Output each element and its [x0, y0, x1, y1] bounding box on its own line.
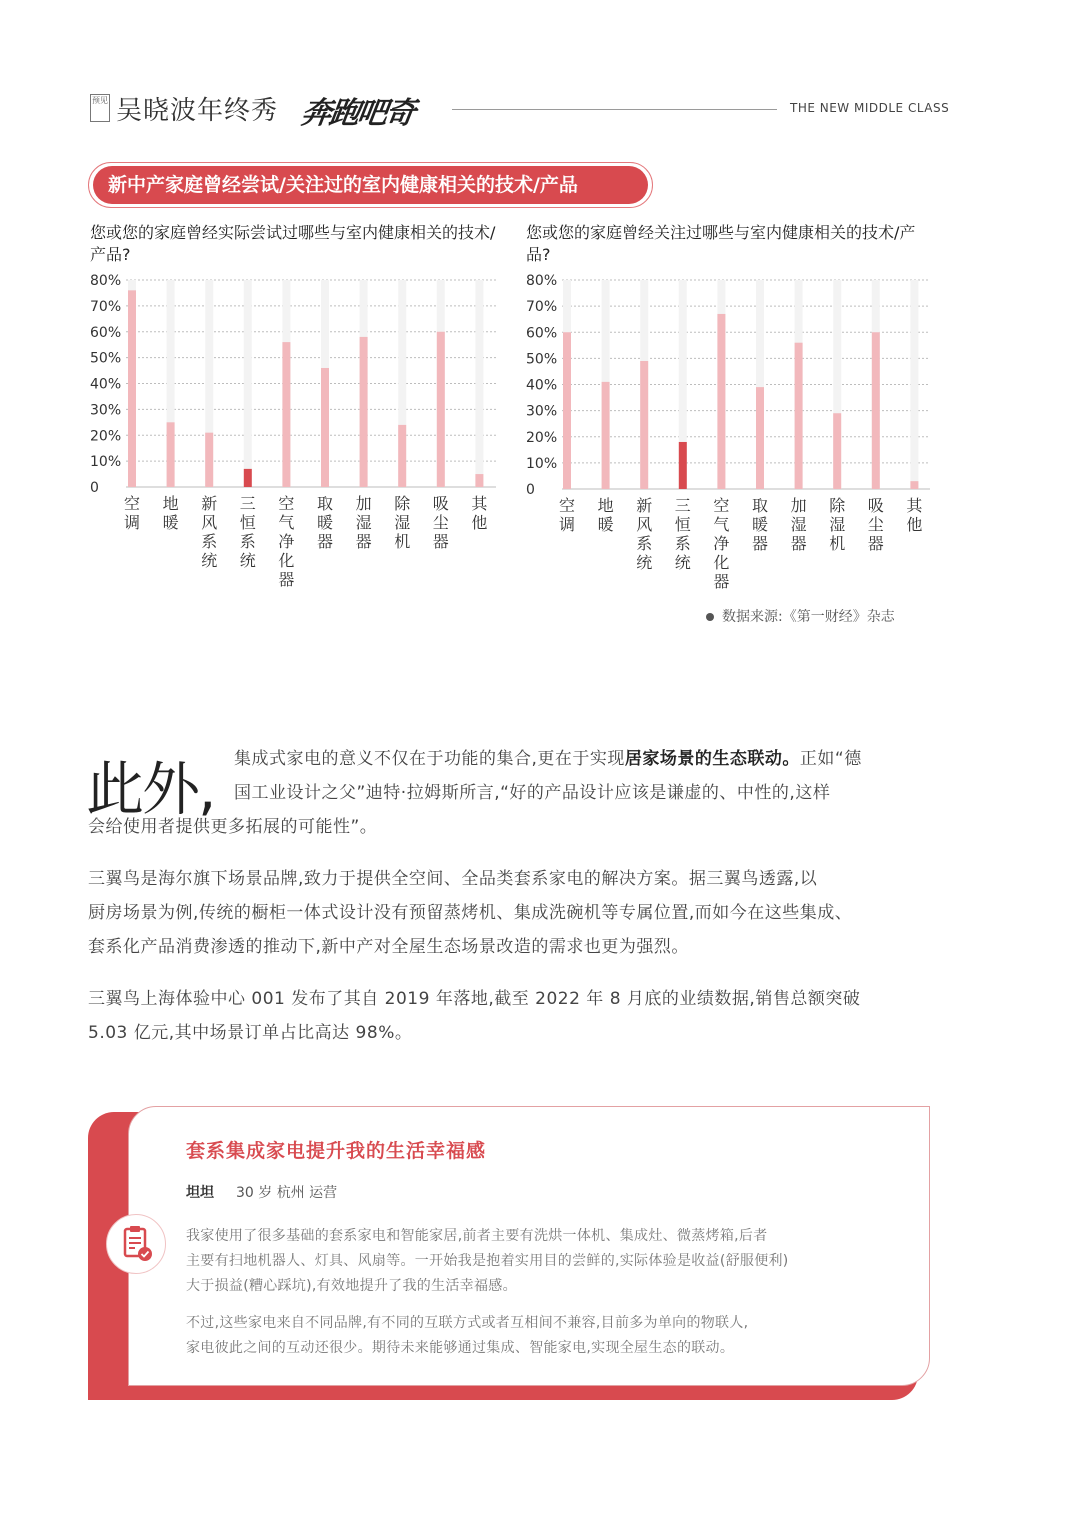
- x-tick-label: 器: [713, 572, 730, 591]
- x-tick-label: 空: [123, 494, 141, 513]
- y-tick-label: 40%: [90, 376, 122, 393]
- x-tick-label: 三: [674, 496, 691, 515]
- x-tick-label: 尘: [432, 513, 449, 532]
- x-tick-label: 尘: [867, 515, 884, 534]
- brand-logo-icon: 预见: [90, 94, 110, 122]
- quote-p2-line-2: 家电彼此之间的互动还很少。期待未来能够通过集成、智能家电,实现全屋生态的联动。: [186, 1340, 735, 1356]
- bar-空气净化器: [282, 342, 290, 487]
- paragraph-2-line-2: 厨房场景为例,传统的橱柜一体式设计没有预留蒸烤机、集成洗碗机等专属位置,而如今在这些集成、: [88, 903, 853, 923]
- bullet-icon: [706, 613, 714, 621]
- bar-除湿机: [398, 425, 406, 487]
- paragraph-1-line-2: 国工业设计之父”迪特·拉姆斯所言,“好的产品设计应该是谦虚的、中性的,这样: [234, 783, 831, 803]
- x-tick-label: 系: [201, 532, 218, 551]
- chart-2-title: 您或您的家庭曾经关注过哪些与室内健康相关的技术/产品?: [526, 223, 916, 264]
- bar-三恒系统: [244, 469, 252, 487]
- y-tick-label: 60%: [90, 324, 122, 341]
- x-tick-label: 净: [278, 532, 295, 551]
- x-tick-label: 器: [790, 534, 807, 553]
- x-tick-label: 其: [471, 494, 488, 513]
- x-tick-label: 恒: [674, 515, 691, 534]
- x-tick-label: 统: [636, 553, 653, 572]
- x-tick-label: 机: [394, 532, 411, 551]
- paragraph-1-line-1: 集成式家电的意义不仅在于功能的集合,更在于实现居家场景的生态联动。正如“德: [234, 749, 862, 769]
- x-tick-label: 空: [558, 496, 576, 515]
- chart-1-title: 您或您的家庭曾经实际尝试过哪些与室内健康相关的技术/产品?: [90, 223, 496, 264]
- x-tick-label: 新: [201, 494, 218, 513]
- x-tick-label: 调: [558, 515, 576, 534]
- quote-p1-line-3: 大于损益(糟心踩坑),有效地提升了我的生活幸福感。: [186, 1278, 517, 1294]
- y-tick-label: 60%: [526, 325, 558, 342]
- bar-吸尘器: [437, 332, 445, 487]
- y-tick-label: 20%: [90, 428, 122, 445]
- bar-地暖: [602, 382, 610, 489]
- x-tick-label: 其: [906, 496, 923, 515]
- x-tick-label: 系: [674, 534, 691, 553]
- x-tick-label: 除: [829, 496, 846, 515]
- x-tick-label: 空: [278, 494, 295, 513]
- header-script-logo: 奔跑吧奇: [299, 96, 416, 131]
- x-tick-label: 气: [278, 513, 295, 532]
- x-tick-label: 新: [636, 496, 653, 515]
- y-tick-label: 0: [90, 480, 99, 496]
- x-tick-label: 地: [162, 494, 179, 513]
- bar-三恒系统: [679, 442, 687, 489]
- header-tagline: THE NEW MIDDLE CLASS: [790, 101, 950, 115]
- x-tick-label: 恒: [239, 513, 256, 532]
- x-tick-label: 统: [201, 551, 218, 570]
- y-tick-label: 10%: [526, 455, 558, 472]
- x-tick-label: 取: [751, 496, 769, 515]
- y-tick-label: 70%: [90, 298, 122, 315]
- bar-空气净化器: [717, 314, 725, 489]
- charts-area: [0, 260, 1080, 600]
- x-tick-label: 吸: [432, 494, 449, 513]
- y-tick-label: 10%: [90, 454, 122, 471]
- paragraph-1-line-3: 会给使用者提供更多拓展的可能性”。: [88, 817, 378, 837]
- x-tick-label: 他: [471, 513, 488, 532]
- bar-加湿器: [795, 343, 803, 489]
- x-tick-label: 净: [713, 534, 730, 553]
- paragraph-2-line-1: 三翼鸟是海尔旗下场景品牌,致力于提供全空间、全品类套系家电的解决方案。据三翼鸟透露,以: [88, 869, 818, 889]
- lead-word: 此外,: [86, 755, 215, 823]
- x-tick-label: 统: [239, 551, 256, 570]
- x-tick-label: 地: [597, 496, 614, 515]
- x-tick-label: 暖: [751, 515, 769, 534]
- y-tick-label: 80%: [526, 273, 558, 289]
- quote-p1-line-2: 主要有扫地机器人、灯具、风扇等。一开始我是抱着实用目的尝鲜的,实际体验是收益(舒服便利): [186, 1253, 789, 1269]
- x-tick-label: 湿: [829, 515, 846, 534]
- bar-track: [475, 280, 483, 487]
- bar-track: [244, 280, 252, 487]
- y-tick-label: 50%: [90, 350, 122, 367]
- x-tick-label: 湿: [394, 513, 411, 532]
- x-tick-label: 调: [123, 513, 141, 532]
- x-tick-label: 加: [790, 496, 807, 515]
- x-tick-label: 暖: [162, 513, 179, 532]
- section-banner: 新中产家庭曾经尝试/关注过的室内健康相关的技术/产品: [93, 166, 648, 204]
- bar-空调: [563, 332, 571, 489]
- x-tick-label: 暖: [597, 515, 614, 534]
- bar-吸尘器: [872, 332, 880, 489]
- bar-地暖: [167, 422, 175, 487]
- x-tick-label: 湿: [790, 515, 807, 534]
- x-tick-label: 器: [278, 570, 295, 589]
- header-rule: [452, 109, 777, 110]
- x-tick-label: 他: [906, 515, 923, 534]
- bar-其他: [910, 481, 918, 489]
- x-tick-label: 吸: [867, 496, 884, 515]
- y-tick-label: 40%: [526, 377, 558, 394]
- y-tick-label: 30%: [526, 403, 558, 420]
- x-tick-label: 三: [239, 494, 256, 513]
- clipboard-check-icon: [106, 1214, 166, 1274]
- chart-2: [526, 273, 930, 591]
- x-tick-label: 统: [674, 553, 691, 572]
- x-tick-label: 空: [713, 496, 730, 515]
- x-tick-label: 器: [432, 532, 449, 551]
- x-tick-label: 器: [355, 532, 372, 551]
- paragraph-3-line-2: 5.03 亿元,其中场景订单占比高达 98%。: [88, 1023, 413, 1043]
- bar-取暖器: [321, 368, 329, 487]
- y-tick-label: 50%: [526, 351, 558, 368]
- paragraph-2-line-3: 套系化产品消费渗透的推动下,新中产对全屋生态场景改造的需求也更为强烈。: [88, 937, 689, 957]
- bar-新风系统: [205, 433, 213, 487]
- x-tick-label: 器: [316, 532, 334, 551]
- chart-1: [90, 273, 496, 589]
- x-tick-label: 化: [713, 553, 730, 572]
- x-tick-label: 取: [316, 494, 334, 513]
- quote-p2-line-1: 不过,这些家电来自不同品牌,有不同的互联方式或者互相间不兼容,目前多为单向的物联人,: [186, 1315, 749, 1331]
- x-tick-label: 暖: [316, 513, 334, 532]
- header-title: 吴晓波年终秀: [116, 96, 279, 126]
- bar-除湿机: [833, 413, 841, 489]
- x-tick-label: 气: [713, 515, 730, 534]
- quote-card-title: 套系集成家电提升我的生活幸福感: [186, 1140, 487, 1162]
- y-tick-label: 20%: [526, 429, 558, 446]
- x-tick-label: 器: [867, 534, 884, 553]
- bar-加湿器: [360, 337, 368, 487]
- x-tick-label: 加: [355, 494, 372, 513]
- x-tick-label: 化: [278, 551, 295, 570]
- x-tick-label: 系: [239, 532, 256, 551]
- data-source: 数据来源:《第一财经》杂志: [706, 606, 895, 626]
- y-tick-label: 80%: [90, 273, 122, 289]
- quote-p1-line-1: 我家使用了很多基础的套系家电和智能家居,前者主要有洗烘一体机、集成灶、微蒸烤箱,后者: [186, 1228, 768, 1244]
- y-tick-label: 70%: [526, 299, 558, 316]
- x-tick-label: 机: [829, 534, 846, 553]
- x-tick-label: 湿: [355, 513, 372, 532]
- x-tick-label: 器: [751, 534, 769, 553]
- y-tick-label: 30%: [90, 402, 122, 419]
- bar-取暖器: [756, 387, 764, 489]
- x-tick-label: 除: [394, 494, 411, 513]
- bar-空调: [128, 290, 136, 487]
- x-tick-label: 风: [201, 513, 218, 532]
- bar-track: [910, 280, 918, 489]
- paragraph-3-line-1: 三翼鸟上海体验中心 001 发布了其自 2019 年落地,截至 2022 年 8 月底的业绩数据,销售总额突破: [88, 989, 861, 1009]
- quote-card-person: 坦坦 30 岁 杭州 运营: [186, 1185, 338, 1201]
- y-tick-label: 0: [526, 482, 535, 498]
- x-tick-label: 风: [636, 515, 653, 534]
- bar-新风系统: [640, 361, 648, 489]
- bar-其他: [475, 474, 483, 487]
- x-tick-label: 系: [636, 534, 653, 553]
